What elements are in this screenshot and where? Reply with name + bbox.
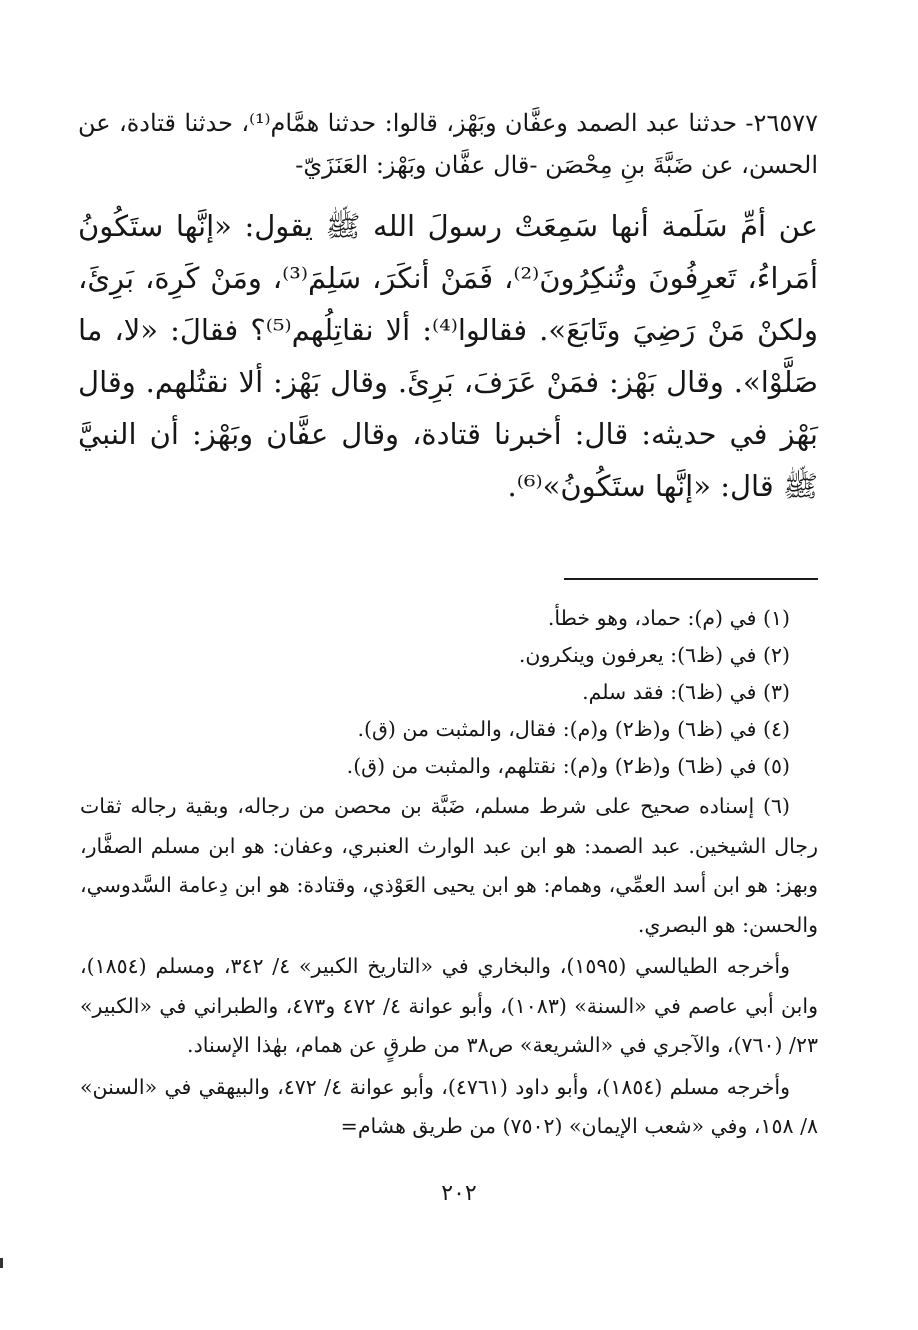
hadith-text: عن أمِّ سَلَمة أنها سَمِعَتْ رسولَ الله ﷺ يقول: «إنَّها ستَكُونُ أمَراءُ، تَعرِفُونَ وتُنكِرُونَ⁽²⁾، فَمَنْ أنكَرَ، سَلِمَ⁽³⁾، ومَنْ كَرِهَ، بَرِئَ، ولكنْ مَنْ رَضِيَ وتَابَعَ». فقالوا⁽⁴⁾: ألا نقاتِلُهم⁽⁵⁾؟ فقالَ: «لا، ما صَلَّوْا». وقال بَهْز: فمَنْ عَرَفَ، بَرِئَ. وقال بَهْز: ألا نقتُلهم. وقال بَهْز في حديثه: قال: أخبرنا قتادة، وقال عفَّان وبَهْز: أن النبيَّ ﷺ قال: «إنَّها ستَكُونُ»⁽⁶⁾. (78, 209, 819, 503)
footnote-6-sources: وأخرجه الطيالسي (١٥٩٥)، والبخاري في «التاريخ الكبير» ٤/ ٣٤٢، ومسلم (١٨٥٤)، وابن أبي عاصم في «السنة» (١٠٨٣)، وأبو عوانة ٤/ ٤٧٢ و٤٧٣، والطبراني في «الكبير» ٢٣/ (٧٦٠)، والآجري في «الشريعة» ص٣٨ من طرقٍ عن همام، بهٰذا الإسناد. (80, 954, 818, 1057)
footnote-6-sources-continued: وأخرجه مسلم (١٨٥٤)، وأبو داود (٤٧٦١)، وأبو عوانة ٤/ ٤٧٢، والبيهقي في «السنن» ٨/ ١٥٨، وفي «شعب الإيمان» (٧٥٠٢) من طريق هشام= (80, 1074, 818, 1138)
footnote-6: (٦) إسناده صحيح على شرط مسلم، ضَبَّة بن محصن من رجاله، وبقية رجاله ثقات رجال الشيخين. عبد الصمد: هو ابن عبد الوارث العنبري، وعفان: هو ابن مسلم الصفَّار، وبهز: هو ابن أسد العمِّي، وهمام: هو ابن يحيى العَوْذي، وقتادة: هو ابن دِعامة السَّدوسي، والحسن: هو البصري. (80, 794, 818, 937)
footnote-3: (٣) في (ظ٦): فقد سلم. (582, 680, 790, 704)
footnote-5: (٥) في (ظ٦) و(ظ٢) و(م): نقتلهم، والمثبت من (ق). (346, 754, 790, 778)
hadith-chain: ٢٦٥٧٧- حدثنا عبد الصمد وعفَّان وبَهْز، قالوا: حدثنا همَّام⁽¹⁾، حدثنا قتادة، عن الحسن، عن ضَبَّةَ بنِ مِحْصَن -قال عفَّان وبَهْز: العَنَزَيّ- (78, 109, 818, 179)
footnote-2: (٢) في (ظ٦): يعرفون وينكرون. (518, 643, 790, 667)
footnote-4: (٤) في (ظ٦) و(ظ٢) و(م): فقال، والمثبت من (ق). (357, 717, 790, 741)
hadith-section (78, 102, 818, 512)
footnotes (80, 600, 818, 1147)
page-number: ٢٠٢ (441, 1181, 477, 1206)
footnote-divider (564, 578, 818, 580)
scan-mark (0, 1258, 3, 1268)
footnote-1: (١) في (م): حماد، وهو خطأ. (547, 606, 790, 630)
